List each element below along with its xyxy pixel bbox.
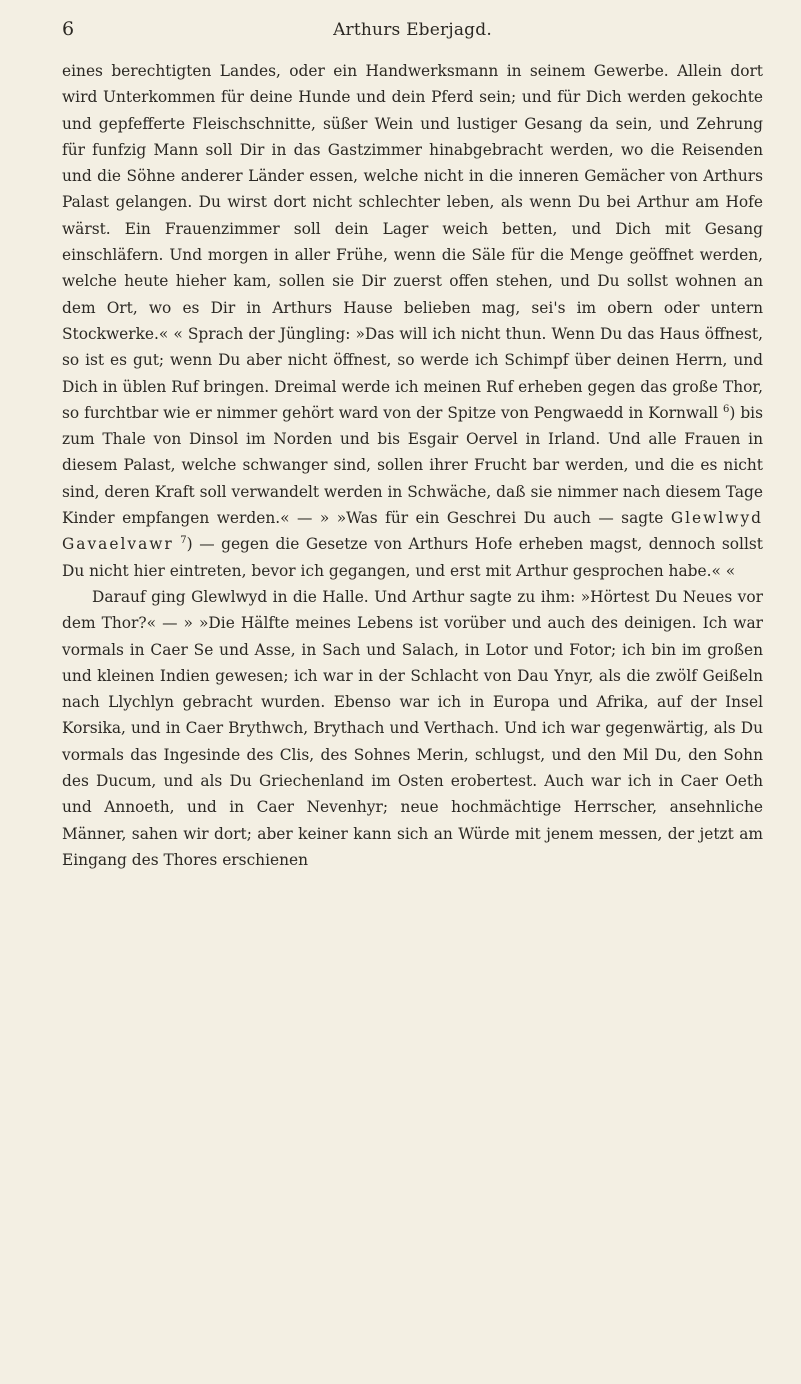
page-number: 6 xyxy=(62,18,75,40)
running-head: Arthurs Eberjagd. xyxy=(333,20,492,40)
page-header xyxy=(62,18,763,48)
body-text xyxy=(62,58,763,873)
paragraph-1-text: eines berechtigten Landes, oder ein Handwerksmann in seinem Gewerbe. Allein dort wird Unterkommen für deine Hunde und dein Pferd sein; und für Dich werden gekochte und gepfefferte Fleischschnitte, süßer Wein und lustiger Gesang da sein, und Zehrung für funfzig Mann soll Dir in das Gastzimmer hinabgebracht werden, wo die Reisenden und die Söhne anderer Länder essen, welche nicht in die inneren Gemächer von Arthurs Palast gelangen. Du wirst dort nicht schlechter leben, als wenn Du bei Arthur am Hofe wärst. Ein Frauenzimmer soll dein Lager weich betten, und Dich mit Gesang einschläfern. Und morgen in aller Frühe, wenn die Säle für die Menge geöffnet werden, welche heute hieher kam, sollen sie Dir zuerst offen stehen, und Du sollst wohnen an dem Ort, wo es Dir in Arthurs Hause belieben mag, sei's im obern oder untern Stockwerke.« « Sprach der Jüngling: »Das will ich nicht thun. Wenn Du das Haus öffnest, so ist es gut; wenn Du aber nicht öffnest, so werde ich Schimpf über deinen Herrn, und Dich in üblen Ruf bringen. Dreimal werde ich meinen Ruf erheben gegen das große Thor, so furchtbar wie er nimmer gehört ward von der Spitze von Pengwaedd in Kornwall xyxy=(62,62,763,422)
footnote-ref-7: 7 xyxy=(180,535,187,547)
paragraph-2 xyxy=(62,584,763,873)
paragraph-2-text: Darauf ging Glewlwyd in die Halle. Und Arthur sagte zu ihm: »Hörtest Du Neues vor dem Thor?« — » »Die Hälfte meines Lebens ist vorüber und auch des deinigen. Ich war vormals in Caer Se und Asse, in Sach und Salach, in Lotor und Fotor; ich bin im großen und kleinen Indien gewesen; ich war in der Schlacht von Dau Ynyr, als die zwölf Geißeln nach Llychlyn gebracht wurden. Ebenso war ich in Europa und Afrika, auf der Insel Korsika, und in Caer Brythwch, Brythach und Verthach. Und ich war gegenwärtig, als Du vormals das Ingesinde des Clis, des Sohnes Merin, schlugst, und den Mil Du, den Sohn des Ducum, und als Du Griechenland im Osten erobertest. Auch war ich in Caer Oeth und Annoeth, und in Caer Nevenhyr; neue hochmächtige Herrscher, ansehnliche Männer, sahen wir dort; aber keiner kann sich an Würde mit jenem messen, der jetzt am Eingang des Thores erschienen xyxy=(62,587,763,869)
footnote-ref-6: 6 xyxy=(723,403,730,415)
paragraph-1 xyxy=(62,58,763,584)
paragraph-1-text-b: ) bis zum Thale von Dinsol im Norden und bis Esgair Oervel in Irland. Und alle Frauen in diesem Palast, welche schwanger sind, sollen ihrer Frucht bar werden, und die es nicht sind, deren Kraft soll verwandelt werden in Schwäche, daß sie nimmer nach diesem Tage Kinder empfangen werden.« — » »Was für ein Geschrei Du auch — sagte xyxy=(62,403,763,528)
name-glewlwyd: Glewlwyd Gavaelvawr xyxy=(62,509,763,554)
paragraph-1-text-c: ) — gegen die Gesetze von Arthurs Hofe erheben magst, dennoch sollst Du nicht hier eintreten, bevor ich gegangen, und erst mit Arthur gesprochen habe.« « xyxy=(62,535,763,580)
